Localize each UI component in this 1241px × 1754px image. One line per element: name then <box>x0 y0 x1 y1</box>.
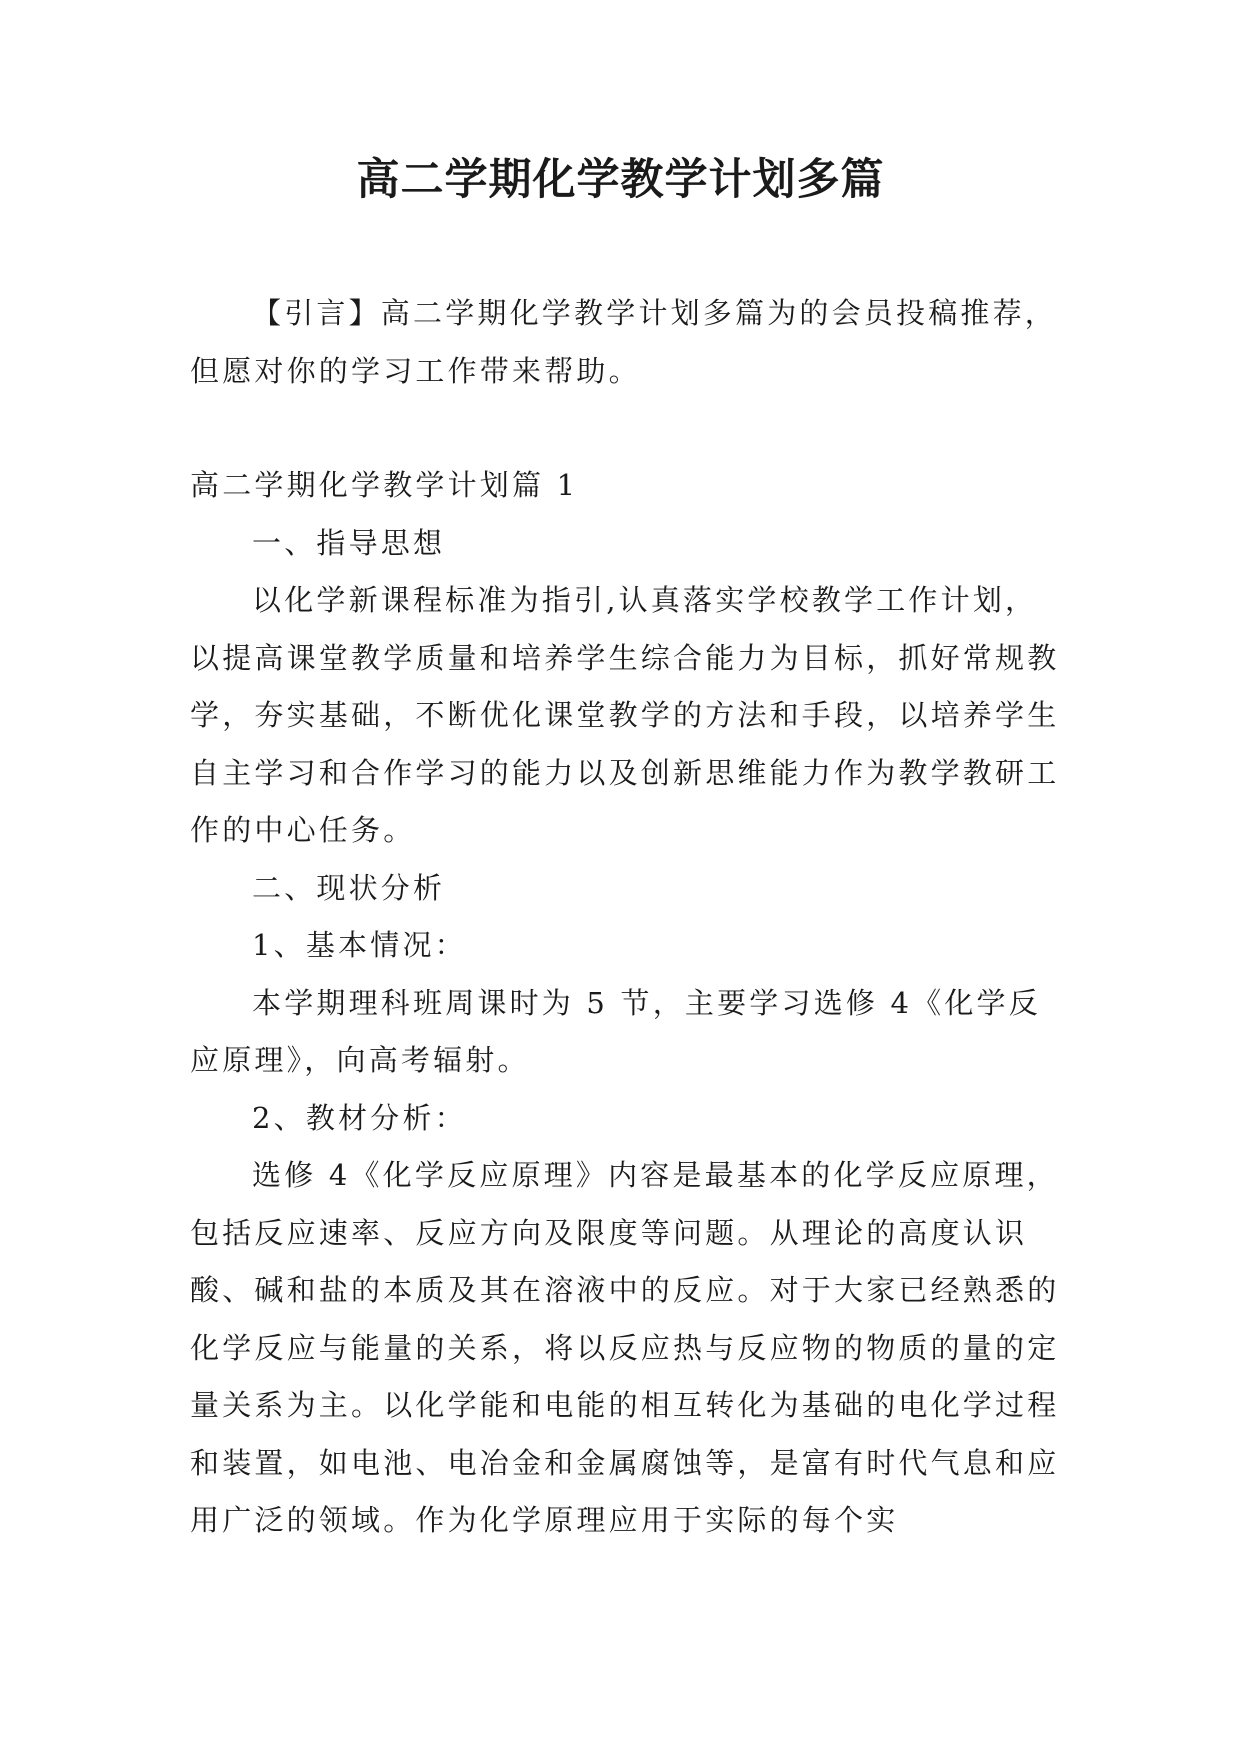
document-body <box>190 285 1065 1550</box>
heading-status-analysis: 二、现状分析 <box>252 870 446 905</box>
section-heading: 高二学期化学教学计划篇 1 <box>190 468 579 502</box>
guiding-ideology-paragraph: 以化学新课程标准为指引,认真落实学校教学工作计划，以提高课堂教学质量和培养学生综合能力为目标，抓好常规教学，夯实基础，不断优化课堂教学的方法和手段，以培养学生自主学习和合作学习的能力以及创新思维能力作为教学教研工作的中心任务。 <box>190 583 1060 847</box>
heading-guiding-ideology: 一、指导思想 <box>252 525 446 560</box>
subheading-basic-situation: 1、基本情况： <box>252 928 467 962</box>
textbook-analysis-paragraph: 选修 4《化学反应原理》内容是最基本的化学反应原理，包括反应速率、反应方向及限度等问题。从理论的高度认识酸、碱和盐的本质及其在溶液中的反应。对于大家已经熟悉的化学反应与能量的关系，将以反应热与反应物的物质的量的定量关系为主。以化学能和电能的相互转化为基础的电化学过程和装置，如电池、电冶金和金属腐蚀等，是富有时代气息和应用广泛的领域。作为化学原理应用于实际的每个实 <box>190 1158 1060 1537</box>
basic-situation-paragraph: 本学期理科班周课时为 5 节，主要学习选修 4《化学反应原理》，向高考辐射。 <box>190 985 1041 1077</box>
intro-paragraph: 【引言】高二学期化学教学计划多篇为的会员投稿推荐，但愿对你的学习工作带来帮助。 <box>190 296 1058 388</box>
document-title: 高二学期化学教学计划多篇 <box>356 155 885 205</box>
paragraph-spacer <box>190 400 1065 457</box>
subheading-textbook-analysis: 2、教材分析： <box>252 1100 467 1135</box>
